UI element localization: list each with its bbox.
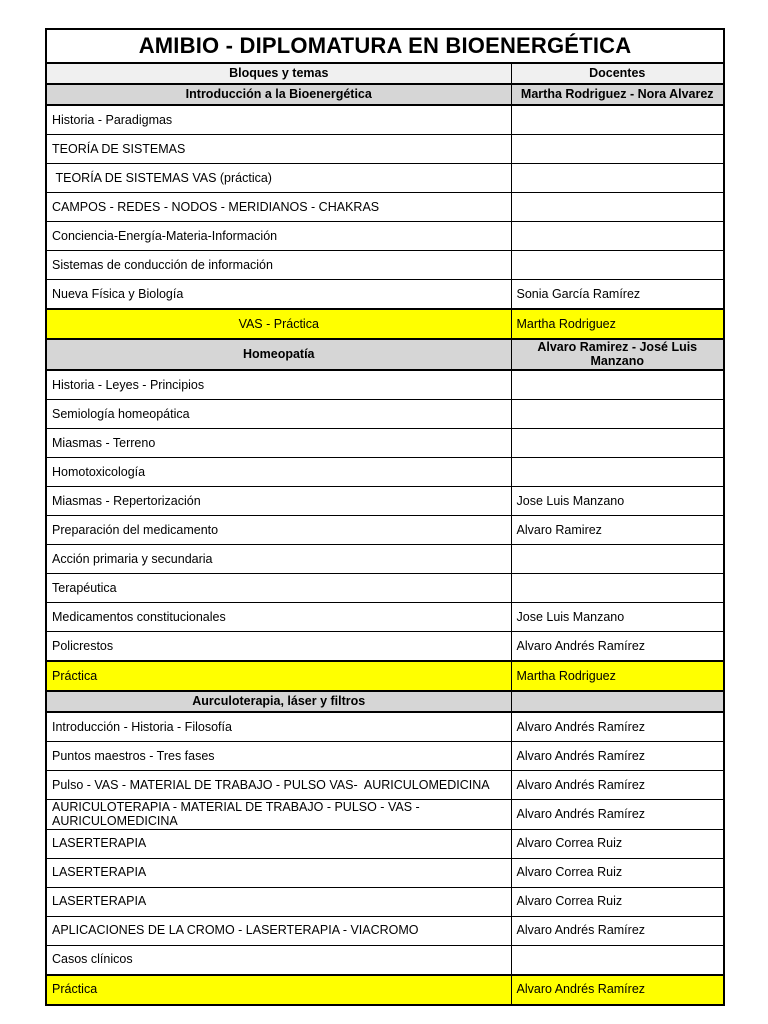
table-row	[46, 193, 724, 222]
tema-cell: LASERTERAPIA	[46, 887, 511, 916]
table-row	[46, 741, 724, 770]
table-row	[46, 573, 724, 602]
tema-cell: Introducción - Historia - Filosofía	[46, 712, 511, 742]
table-row	[46, 370, 724, 400]
docente-cell: Martha Rodriguez	[511, 661, 724, 691]
tema-cell: Historia - Paradigmas	[46, 105, 511, 135]
table-row	[46, 251, 724, 280]
docente-cell: Alvaro Andrés Ramírez	[511, 770, 724, 799]
highlighted-practice-row	[46, 309, 724, 339]
docente-cell: Alvaro Andrés Ramírez	[511, 799, 724, 829]
table-title-row	[46, 29, 724, 63]
table-row	[46, 105, 724, 135]
tema-cell: Nueva Física y Biología	[46, 280, 511, 310]
docente-cell: Alvaro Correa Ruiz	[511, 858, 724, 887]
tema-cell: Homotoxicología	[46, 457, 511, 486]
table-row	[46, 602, 724, 631]
tema-cell: LASERTERAPIA	[46, 858, 511, 887]
tema-cell: Acción primaria y secundaria	[46, 544, 511, 573]
docente-cell	[511, 691, 724, 712]
tema-cell: CAMPOS - REDES - NODOS - MERIDIANOS - CHAKRAS	[46, 193, 511, 222]
table-row	[46, 858, 724, 887]
docente-cell: Jose Luis Manzano	[511, 602, 724, 631]
table-row	[46, 457, 724, 486]
table-row	[46, 428, 724, 457]
tema-cell: Preparación del medicamento	[46, 515, 511, 544]
tema-cell: Aurculoterapia, láser y filtros	[46, 691, 511, 712]
table-row	[46, 515, 724, 544]
docente-cell	[511, 370, 724, 400]
tema-cell: Casos clínicos	[46, 945, 511, 975]
docente-cell	[511, 135, 724, 164]
docente-cell	[511, 164, 724, 193]
docente-cell: Alvaro Andrés Ramírez	[511, 916, 724, 945]
docente-cell	[511, 544, 724, 573]
tema-cell: Miasmas - Terreno	[46, 428, 511, 457]
tema-cell: Pulso - VAS - MATERIAL DE TRABAJO - PULSO VAS- AURICULOMEDICINA	[46, 770, 511, 799]
table-row	[46, 945, 724, 975]
tema-cell: Práctica	[46, 661, 511, 691]
table-row	[46, 829, 724, 858]
table-row	[46, 486, 724, 515]
docente-cell	[511, 457, 724, 486]
tema-cell: Sistemas de conducción de información	[46, 251, 511, 280]
docente-cell	[511, 222, 724, 251]
docente-cell: Alvaro Ramirez - José Luis Manzano	[511, 339, 724, 370]
docente-cell	[511, 428, 724, 457]
table-row	[46, 712, 724, 742]
tema-cell: AURICULOTERAPIA - MATERIAL DE TRABAJO - PULSO - VAS - AURICULOMEDICINA	[46, 799, 511, 829]
tema-cell: LASERTERAPIA	[46, 829, 511, 858]
tema-cell: APLICACIONES DE LA CROMO - LASERTERAPIA - VIACROMO	[46, 916, 511, 945]
table-row	[46, 544, 724, 573]
docente-cell: Alvaro Correa Ruiz	[511, 829, 724, 858]
tema-cell: TEORÍA DE SISTEMAS VAS (práctica)	[46, 164, 511, 193]
tema-cell: Puntos maestros - Tres fases	[46, 741, 511, 770]
docente-cell: Martha Rodriguez	[511, 309, 724, 339]
table-row	[46, 887, 724, 916]
table-row	[46, 164, 724, 193]
docente-cell	[511, 399, 724, 428]
section-header-row	[46, 691, 724, 712]
table-row	[46, 916, 724, 945]
docente-cell: Martha Rodriguez - Nora Alvarez	[511, 84, 724, 105]
docente-cell	[511, 573, 724, 602]
docente-cell	[511, 945, 724, 975]
highlighted-practice-row	[46, 975, 724, 1005]
tema-cell: Medicamentos constitucionales	[46, 602, 511, 631]
tema-cell: TEORÍA DE SISTEMAS	[46, 135, 511, 164]
docente-cell: Alvaro Andrés Ramírez	[511, 712, 724, 742]
docente-cell: Alvaro Andrés Ramírez	[511, 975, 724, 1005]
docente-cell: Jose Luis Manzano	[511, 486, 724, 515]
column-header-bloques: Bloques y temas	[46, 63, 511, 84]
tema-cell: Introducción a la Bioenergética	[46, 84, 511, 105]
tema-cell: Historia - Leyes - Principios	[46, 370, 511, 400]
table-row	[46, 135, 724, 164]
docente-cell: Sonia García Ramírez	[511, 280, 724, 310]
column-header-docentes: Docentes	[511, 63, 724, 84]
tema-cell: Semiología homeopática	[46, 399, 511, 428]
docente-cell: Alvaro Ramirez	[511, 515, 724, 544]
table-row	[46, 280, 724, 310]
section-header-row	[46, 339, 724, 370]
tema-cell: Homeopatía	[46, 339, 511, 370]
docente-cell	[511, 251, 724, 280]
tema-cell: VAS - Práctica	[46, 309, 511, 339]
docente-cell	[511, 193, 724, 222]
table-row	[46, 631, 724, 661]
tema-cell: Miasmas - Repertorización	[46, 486, 511, 515]
tema-cell: Terapéutica	[46, 573, 511, 602]
highlighted-practice-row	[46, 661, 724, 691]
tema-cell: Práctica	[46, 975, 511, 1005]
docente-cell: Alvaro Andrés Ramírez	[511, 631, 724, 661]
table-row	[46, 799, 724, 829]
page-title: AMIBIO - DIPLOMATURA EN BIOENERGÉTICA	[46, 29, 724, 63]
tema-cell: Policrestos	[46, 631, 511, 661]
docente-cell	[511, 105, 724, 135]
table-row	[46, 399, 724, 428]
table-row	[46, 770, 724, 799]
docente-cell: Alvaro Correa Ruiz	[511, 887, 724, 916]
column-header-row	[46, 63, 724, 84]
table-row	[46, 222, 724, 251]
tema-cell: Conciencia-Energía-Materia-Información	[46, 222, 511, 251]
docente-cell: Alvaro Andrés Ramírez	[511, 741, 724, 770]
section-header-row	[46, 84, 724, 105]
curriculum-table	[45, 28, 725, 1006]
